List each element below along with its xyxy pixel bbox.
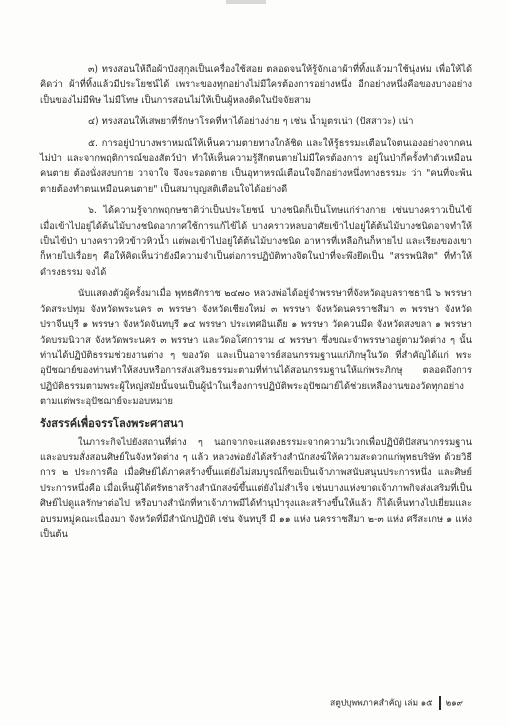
- paragraph-forest-death: ๕. การอยู่ป่าบางพราหมณ์ให้เห็นความตายทางใกล้ชิด และให้รู้ธรรมะเตือนใจตนเองอย่างจากคนไม่ป่า และจากพฤติการณ์ของสัตว์ป่า ทำให้เห็นความรู้สึกตนตายไม่มีใครต้องการ อยู่ในป่ากี่ครั้งทำตัวเหมือนคนตาย ต้องนั่งสงบกาย วาจาใจ จึงจะรอดตาย เป็นอุทาหรณ์เตือนใจอีกอย่างหนึ่งทางธรรมะ ว่า "คนที่จะพ้นตายต้องทำตนเหมือนคนตาย" เป็นสมาบุญสติเตือนใจได้อย่างดี: [40, 137, 472, 195]
- paragraph-monasteries: ในภาระกิจไปยังสถานที่ต่าง ๆ นอกจากจะแสดงธรรมะจากความวิเวกเพื่อปฏิบัติปัสสนากรรมฐาน และอบรมสั่งสอนศิษย์ในจังหวัดต่าง ๆ แล้ว หลวงพ่อยังได้สร้างสำนักสงฆ์ให้ความสะดวกแก่พุทธบริษัท ด้วยวิธีการ ๒ ประการคือ เมื่อศิษย์ได้ภาคสร้างขึ้นแต่ยังไม่สมบูรณ์ก็ขอเป็นเจ้าภาพสนับสนุนประการหนึ่ง และศิษย์ประการหนึ่งคือ เมื่อเห็นผู้ได้ศรัทธาสร้างสำนักสงฆ์ขึ้นแต่ยังไม่สำเร็จ เช่นบางแห่งขาดเจ้าภาพกิจส่งเสริมที่เป็นศิษย์ไปดูแลรักษาต่อไป หรือบางสำนักที่หาเจ้าภาพมีได้ทำนุบำรุงและสร้างขึ้นให้แล้ว ก็ได้เห็นทางไปเยี่ยมและอบรมหมู่คณะเนื่องมา จังหวัดที่มีสำนักปฏิบัติ เช่น จันทบุรี มี ๑๑ แห่ง นครราชสีมา ๒-๓ แห่ง ศรีสะเกษ ๑ แห่ง เป็นต้น: [40, 436, 472, 540]
- paragraph-plants: ๖. ได้ความรู้จากพฤกษชาติว่าเป็นประโยชน์ บางชนิดก็เป็นโทษแก่ร่างกาย เช่นบางคราวเป็นไข้เมื่อเข้าไปอยู่ได้ต้นไม้บางชนิดอากาศใช้การแก้ไข้ได้ บางคราวหลบอาศัยเข้าไปอยู่ใต้ต้นไม้บางชนิดอาจทำให้เป็นไข้ป่า บางคราวหิวข้าวหิวน้ำ แต่พอเข้าไปอยู่ใต้ต้นไม้บางชนิด อาหารที่เหลือกินก็หายไป และเรียงของเขาก็หายไปเรื่อยๆ คือให้คิดเห็นว่ายังมีความจำเป็นต่อการปฏิบัติทางจิตในป่าที่จะพึงยึดเป็น "สรรพนิสิต" ที่ทำให้ดำรงธรรม จงได้: [40, 205, 472, 278]
- footer-separator: [439, 696, 441, 710]
- paragraph-robes: ๓) ทรงสอนให้ถือผ้าบังสุกุลเป็นเครื่องใช้สอย ตลอดจนให้รู้จักเอาผ้าที่ทิ้งแล้วมาใช้นุ่งห่ม เพื่อให้ได้คิดว่า ผ้าที่ทิ้งแล้วมีประโยชน์ได้ เพราะของทุกอย่างไม่มีใครต้องการอย่างหนึ่ง อีกอย่างหนึ่งคือของบางอย่างเป็นของไม่มีพิษ ไม่มีโทษ เป็นการสอนไม่ให้เป็นผู้หลงติดในปัจจัยสาม: [40, 64, 472, 106]
- section-heading: รังสรรค์เพื่อจรรโลงพระศาสนา: [40, 416, 184, 430]
- page-footer: [330, 696, 463, 710]
- body-text: [40, 62, 472, 548]
- footer-publication: สตูปบุพพภาคสำคัญ เล่ม ๑๕: [330, 698, 433, 709]
- page-number: ๒๑๙: [445, 698, 463, 709]
- top-edge-mark: [226, 0, 266, 4]
- paragraph-medicine: ๔) ทรงสอนให้เสพยาที่รักษาโรคที่หาได้อย่างง่าย ๆ เช่น น้ำมูตรเน่า (ปัสสาวะ) เน่า: [88, 116, 414, 128]
- paragraph-rains-retreats: นับแสดงตัวผู้ครั้งมาเมื่อ พุทธศักราช ๒๔๗๐ หลวงพ่อได้อยู่จำพรรษาที่จังหวัดอุบลราชธานี ๖ พรรษา วัดสระปทุม จังหวัดพระนคร ๓ พรรษา จังหวัดเชียงใหม่ ๓ พรรษา จังหวัดนครราชสีมา ๓ พรรษา จังหวัดปราจีนบุรี ๑ พรรษา จังหวัดจันทบุรี ๑๔ พรรษา ประเทศอินเดีย ๑ พรรษา วัดควนมีด จังหวัดสงขลา ๑ พรรษา วัดบรมนิวาส จังหวัดพระนคร ๓ พรรษา และวัดอโศการาม ๔ พรรษา ซึ่งขณะจำพรรษาอยู่ตามวัดต่าง ๆ นั้น ท่านได้ปฏิบัติธรรมช่วยงานต่าง ๆ ของวัด และเป็นอาจารย์สอนกรรมฐานแก่ภิกษุในวัด ที่สำคัญได้แก่ พระอุปัชฌาย์ของท่านทำให้สงบหรือการส่งเสริมธรรมะตามที่ท่านได้สอนกรรมฐานให้แก่พระภิกษุ ตลอดถึงการปฏิบัติธรรมตามพระผู้ใหญ่สมัยนั้นจนเป็นผู้นำในเรื่องการปฏิบัติพระอุปัชฌาย์ได้ช่วยเหลืองานของวัดทุกอย่างตามแต่พระอุปัชฌาย์จะมอบหมาย: [40, 288, 472, 408]
